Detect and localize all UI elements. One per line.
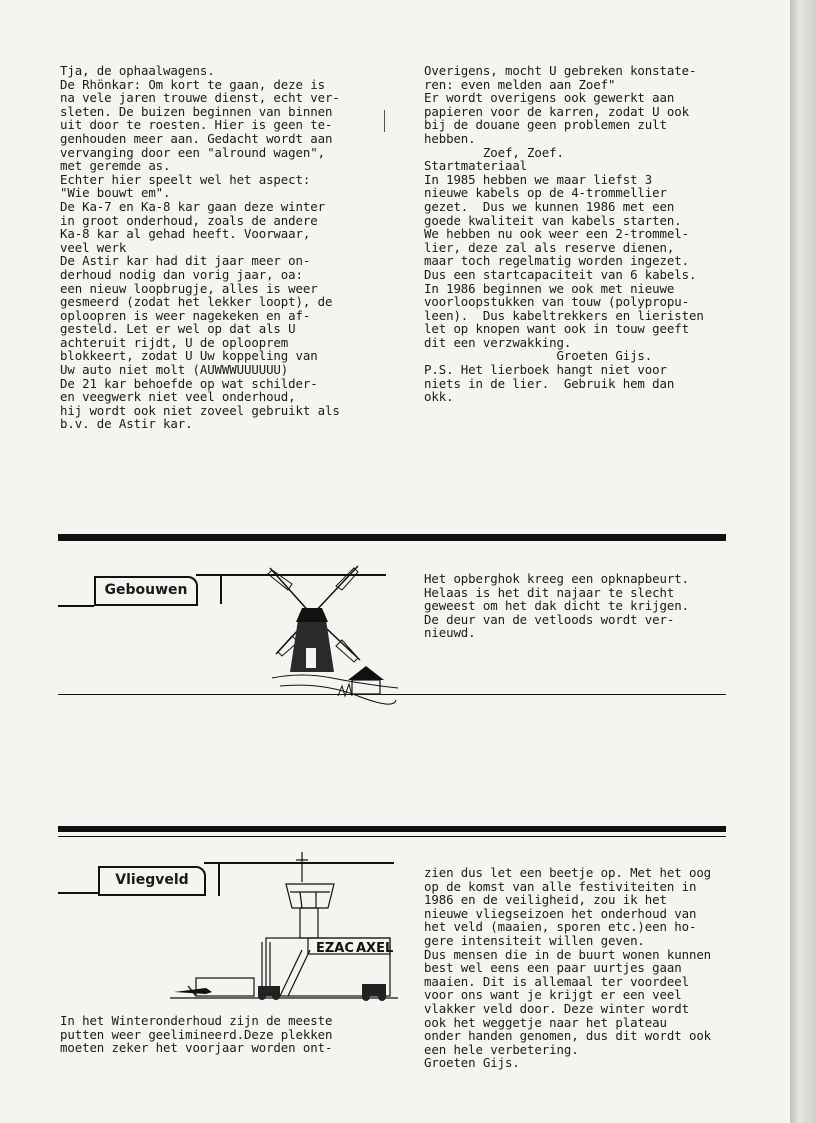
top-right-line: In 1986 beginnen we ook met nieuwe: [424, 280, 675, 296]
top-left-line: Tja, de ophaalwagens.: [60, 63, 215, 78]
gebouwen-line: Helaas is het dit najaar te slecht: [424, 584, 675, 600]
vliegveld-right-line: 1986 en de veiligheid, zou ik het: [424, 892, 667, 908]
windmill-illustration: [262, 560, 402, 710]
top-left-line: en veegwerk niet veel onderhoud,: [60, 389, 296, 405]
top-left-line: Echter hier speelt wel het aspect:: [60, 171, 311, 187]
top-left-line: "Wie bouwt em".: [60, 185, 171, 201]
vliegveld-right-line: onder handen genomen, dus dit wordt ook: [424, 1028, 712, 1044]
page-edge: [790, 0, 816, 1123]
top-right-line: lier, deze zal als reserve dienen,: [424, 239, 675, 255]
top-left-line: in groot onderhoud, zoals de andere: [60, 212, 318, 228]
top-right-line: voorloopstukken van touw (polypropu-: [424, 294, 689, 310]
top-right-line: In 1985 hebben we maar liefst 3: [424, 171, 653, 187]
vliegveld-right-text: [424, 866, 711, 1070]
vliegveld-left-line: putten weer geelimineerd.Deze plekken: [60, 1026, 333, 1042]
vliegveld-label-underline: [58, 892, 98, 894]
top-right-column: [424, 64, 704, 404]
top-right-line: hebben.: [424, 130, 476, 146]
gebouwen-rule-thick: [58, 534, 726, 541]
vliegveld-right-line: zien dus let een beetje op. Met het oog: [424, 865, 712, 880]
vliegveld-right-line: gere intensiteit willen geven.: [424, 932, 645, 948]
gebouwen-label: Gebouwen: [94, 576, 198, 606]
gebouwen-line: nieuwd.: [424, 625, 476, 641]
top-left-line: met geremde as.: [60, 158, 171, 174]
vliegveld-right-line: nieuwe vliegseizoen het onderhoud van: [424, 905, 697, 921]
top-left-line: Ka-8 kar al gehad heeft. Voorwaar,: [60, 226, 311, 242]
top-left-line: b.v. de Astir kar.: [60, 416, 193, 432]
top-left-line: Uw auto niet molt (AUWWWUUUUUU): [60, 362, 289, 378]
top-right-line: maar toch regelmatig worden ingezet.: [424, 253, 689, 269]
gebouwen-rule-bottom: [58, 694, 726, 695]
airfield-tower-illustration: [166, 846, 402, 1004]
vliegveld-right-line: op de komst van alle festiviteiten in: [424, 878, 697, 894]
top-right-line: goede kwaliteit van kabels starten.: [424, 212, 682, 228]
top-left-line: gesmeerd (zodat het lekker loopt), de: [60, 294, 333, 310]
top-right-line: Zoef, Zoef.: [424, 144, 564, 160]
top-left-line: hij wordt ook niet zoveel gebruikt als: [60, 402, 340, 418]
top-right-line: papieren voor de karren, zodat U ook: [424, 103, 689, 119]
top-right-line: leen). Dus kabeltrekkers en lieristen: [424, 307, 704, 323]
vliegveld-right-line: ook het weggetje naar het plateau: [424, 1014, 667, 1030]
column-divider-mark: [384, 110, 385, 132]
top-left-line: sleten. De buizen beginnen van binnen: [60, 103, 333, 119]
vliegveld-rule-thick: [58, 826, 726, 832]
top-left-line: De Astir kar had dit jaar meer on-: [60, 253, 311, 269]
vliegveld-right-line: maaien. Dit is allemaal ter voordeel: [424, 973, 689, 989]
vliegveld-right-line: Dus mensen die in de buurt wonen kunnen: [424, 946, 712, 962]
top-right-line: let op knopen want ook in touw geeft: [424, 321, 689, 337]
top-right-line: We hebben nu ook weer een 2-trommel-: [424, 226, 689, 242]
airfield-sign-ezac: EZAC: [316, 941, 354, 956]
top-right-line: gezet. Dus we kunnen 1986 met een: [424, 198, 675, 214]
top-left-line: een nieuw loopbrugje, alles is weer: [60, 280, 318, 296]
vliegveld-right-line: een hele verbetering.: [424, 1041, 579, 1057]
gebouwen-text: [424, 572, 689, 640]
top-left-line: gesteld. Let er wel op dat als U: [60, 321, 296, 337]
vliegveld-left-line: moeten zeker het voorjaar worden ont-: [60, 1040, 333, 1056]
top-left-column: [60, 64, 340, 431]
gebouwen-label-corner: [220, 574, 222, 604]
top-right-line: okk.: [424, 389, 454, 405]
top-right-line: Dus een startcapaciteit van 6 kabels.: [424, 266, 697, 282]
top-left-line: De 21 kar behoefde op wat schilder-: [60, 375, 318, 391]
vliegveld-rule-thin: [58, 836, 726, 837]
top-left-line: De Rhönkar: Om kort te gaan, deze is: [60, 76, 325, 92]
top-right-line: niets in de lier. Gebruik hem dan: [424, 375, 675, 391]
top-left-line: uit door te roesten. Hier is geen te-: [60, 117, 333, 133]
gebouwen-line: geweest om het dak dicht te krijgen.: [424, 598, 689, 614]
top-left-line: De Ka-7 en Ka-8 kar gaan deze winter: [60, 198, 325, 214]
top-left-line: na vele jaren trouwe dienst, echt ver-: [60, 90, 340, 106]
top-left-line: derhoud nodig dan vorig jaar, oa:: [60, 266, 303, 282]
top-left-line: oploopren is weer nagekeken en af-: [60, 307, 311, 323]
top-right-line: ren: even melden aan Zoef": [424, 76, 616, 92]
vliegveld-right-line: Groeten Gijs.: [424, 1055, 520, 1071]
vliegveld-right-line: vlakker veld door. Deze winter wordt: [424, 1000, 689, 1016]
top-right-line: Groeten Gijs.: [424, 348, 653, 364]
top-left-line: vervanging door een "alround wagen",: [60, 144, 325, 160]
gebouwen-line: De deur van de vetloods wordt ver-: [424, 611, 675, 627]
top-right-line: P.S. Het lierboek hangt niet voor: [424, 362, 667, 378]
vliegveld-left-text: [60, 1014, 332, 1055]
gebouwen-label-underline: [58, 605, 94, 607]
vliegveld-label: Vliegveld: [98, 866, 206, 896]
vliegveld-right-line: het veld (maaien, sporen etc.)een ho-: [424, 919, 697, 935]
top-right-line: Er wordt overigens ook gewerkt aan: [424, 90, 675, 106]
top-right-line: nieuwe kabels op de 4-trommellier: [424, 185, 667, 201]
airfield-sign-axel: AXEL: [356, 941, 394, 956]
top-left-line: achteruit rijdt, U de oplooprem: [60, 334, 289, 350]
vliegveld-right-line: voor ons want je krijgt er een veel: [424, 987, 682, 1003]
top-left-line: genhouden meer aan. Gedacht wordt aan: [60, 130, 333, 146]
top-right-line: dit een verzwakking.: [424, 334, 572, 350]
top-right-line: Startmateriaal: [424, 158, 528, 174]
top-right-line: Overigens, mocht U gebreken konstate-: [424, 63, 697, 78]
top-right-line: bij de douane geen problemen zult: [424, 117, 667, 133]
top-left-line: blokkeert, zodat U Uw koppeling van: [60, 348, 318, 364]
vliegveld-right-line: best wel eens een paar uurtjes gaan: [424, 960, 682, 976]
top-left-line: veel werk: [60, 239, 127, 255]
vliegveld-left-line: In het Winteronderhoud zijn de meeste: [60, 1013, 333, 1028]
gebouwen-line: Het opberghok kreeg een opknapbeurt.: [424, 571, 689, 586]
